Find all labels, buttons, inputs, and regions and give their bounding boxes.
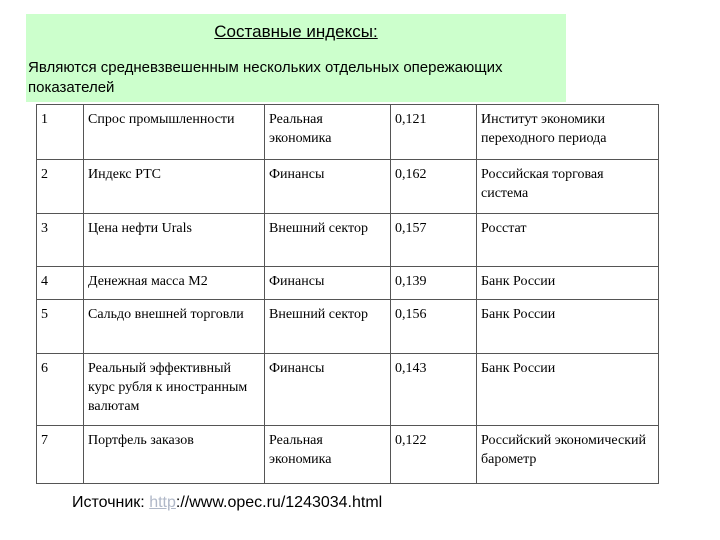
- table-row: [37, 160, 659, 214]
- weight: 0,143: [391, 354, 477, 426]
- table-row: [37, 105, 659, 160]
- weight: 0,122: [391, 426, 477, 484]
- row-number: 2: [37, 160, 84, 214]
- indicator-name: Индекс РТС: [84, 160, 265, 214]
- row-number: 3: [37, 214, 84, 267]
- subtitle: Являются средневзвешенным нескольких отдельных опережающих показателей: [28, 59, 503, 96]
- weight: 0,121: [391, 105, 477, 160]
- sector: Финансы: [265, 354, 391, 426]
- data-source: Институт экономики переходного периода: [477, 105, 659, 160]
- table-row: [37, 267, 659, 300]
- weight: 0,157: [391, 214, 477, 267]
- source-link-rest[interactable]: ://www.opec.ru/1243034.html: [175, 494, 383, 511]
- source-link-prefix[interactable]: http: [149, 494, 176, 511]
- weight: 0,162: [391, 160, 477, 214]
- sector: Реальная экономика: [265, 105, 391, 160]
- table-row: [37, 426, 659, 484]
- weight: 0,156: [391, 300, 477, 354]
- indicator-name: Денежная масса М2: [84, 267, 265, 300]
- page-title: Составные индексы:: [214, 22, 378, 41]
- row-number: 1: [37, 105, 84, 160]
- row-number: 6: [37, 354, 84, 426]
- data-source: Российский экономический барометр: [477, 426, 659, 484]
- table-row: [37, 300, 659, 354]
- weight: 0,139: [391, 267, 477, 300]
- data-source: Российская торговая система: [477, 160, 659, 214]
- indicator-name: Цена нефти Urals: [84, 214, 265, 267]
- composite-index-table: [36, 104, 659, 484]
- sector: Внешний сектор: [265, 214, 391, 267]
- sector: Финансы: [265, 160, 391, 214]
- table-row: [37, 354, 659, 426]
- data-source: Банк России: [477, 354, 659, 426]
- source-label: Источник:: [72, 494, 145, 511]
- row-number: 4: [37, 267, 84, 300]
- data-source: Росстат: [477, 214, 659, 267]
- sector: Финансы: [265, 267, 391, 300]
- source-line: [72, 494, 382, 512]
- indicator-name: Сальдо внешней торговли: [84, 300, 265, 354]
- indicator-name: Реальный эффективный курс рубля к иностранным валютам: [84, 354, 265, 426]
- sector: Реальная экономика: [265, 426, 391, 484]
- data-source: Банк России: [477, 267, 659, 300]
- source-link[interactable]: [149, 494, 382, 511]
- data-source: Банк России: [477, 300, 659, 354]
- sector: Внешний сектор: [265, 300, 391, 354]
- row-number: 7: [37, 426, 84, 484]
- table-row: [37, 214, 659, 267]
- header-box: [26, 14, 566, 102]
- indicator-name: Спрос промышленности: [84, 105, 265, 160]
- indicator-name: Портфель заказов: [84, 426, 265, 484]
- row-number: 5: [37, 300, 84, 354]
